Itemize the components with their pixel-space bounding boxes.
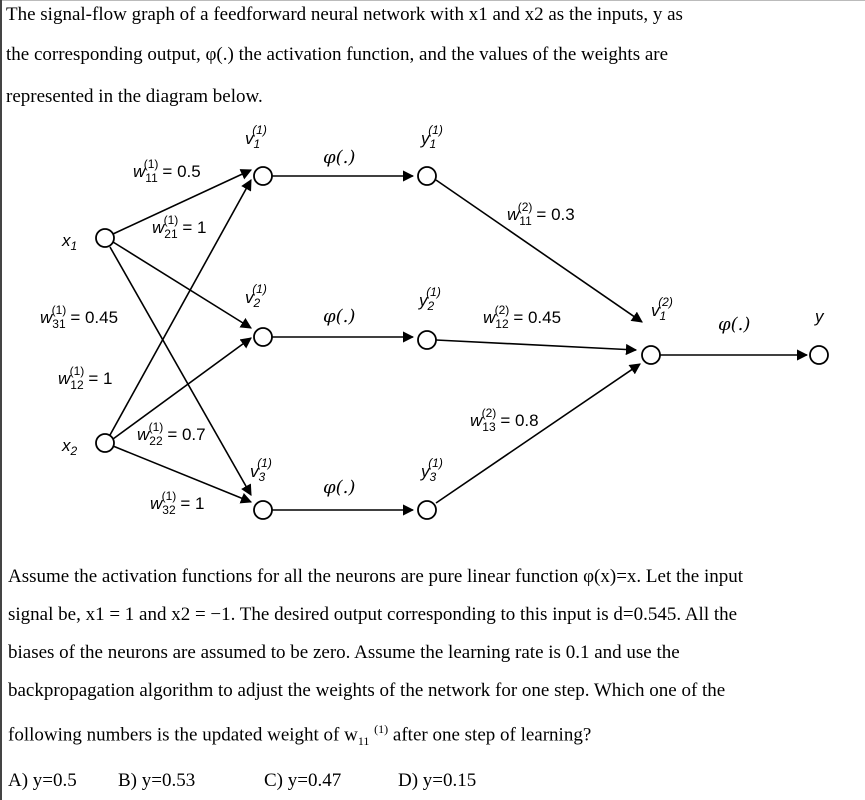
weight-w11-1: $w_{11}(1) = 0.5$ [133,157,201,185]
node-v2 [254,328,272,346]
label-x1: $x_1$ [62,231,78,253]
label-output-y: y [815,307,824,326]
label-out-v: $v_1(2)$ [651,295,673,323]
edge-y2-out [436,340,636,350]
node-y [810,346,828,364]
edge-x2-v1 [110,180,251,435]
activation-1: φ(.) [323,147,356,168]
weight-w31-1: $w_{31}(1) = 0.45$ [40,303,119,331]
intro-line-3: represented in the diagram below. [6,86,263,107]
intro-line-2: the corresponding output, φ(.) the activation function, and the values of the weights are [6,44,669,65]
weight-w21-1: $w_{21}(1) = 1$ [152,213,207,241]
answer-a[interactable]: A) y=0.5 [8,770,77,791]
body-line-4: backpropagation algorithm to adjust the weights of the network for one step. Which one of the [8,680,726,701]
node-out [642,346,660,364]
body-line-5-before: following numbers is the updated weight of w [8,724,358,746]
node-v3 [254,501,272,519]
body-line-5-sup: (1) [374,722,389,736]
body-line-1: Assume the activation functions for all the neurons are pure linear function φ(x)=x. Let the input [8,566,744,587]
label-y1: $y_1(1)$ [421,123,443,151]
top-border [0,0,865,1]
activation-out: φ(.) [718,314,751,335]
label-v1: $v_1(1)$ [245,123,267,151]
weight-w11-2: $w_{11}(2) = 0.3$ [507,200,575,228]
weight-w22-1: $w_{22}(1) = 0.7$ [137,420,206,448]
weight-w12-2: $w_{12}(2) = 0.45$ [483,303,562,331]
edge-x2-v2 [113,338,251,439]
node-y1 [418,167,436,185]
activation-3: φ(.) [323,477,356,498]
edge-y1-out [436,180,642,322]
edge-x1-v2 [113,242,251,328]
weight-w13-2: $w_{13}(2) = 0.8$ [470,406,539,434]
answer-c[interactable]: C) y=0.47 [264,770,342,791]
node-y3 [418,501,436,519]
label-v3: $v_3(1)$ [250,456,272,484]
body-line-5-after: after one step of learning? [392,724,592,746]
label-y2: $y_2(1)$ [419,285,441,313]
label-x2: $x_2$ [62,436,78,458]
body-line-2: signal be, x1 = 1 and x2 = −1. The desired output corresponding to this input is d=0.545. All the [8,604,738,625]
signal-flow-graph [0,110,865,540]
label-v2: $v_2(1)$ [245,282,267,310]
body-line-5-sub: 11 [357,734,370,749]
body-line-3: biases of the neurons are assumed to be zero. Assume the learning rate is 0.1 and use the [8,642,680,663]
label-y3: $y_3(1)$ [421,456,443,484]
activation-2: φ(.) [323,306,356,327]
answer-b[interactable]: B) y=0.53 [118,770,196,791]
weight-w12-1: $w_{12}(1) = 1$ [58,364,113,392]
node-x2 [96,434,114,452]
body-line-5 [8,718,591,752]
answer-d[interactable]: D) y=0.15 [398,770,477,791]
node-y2 [418,331,436,349]
weight-w32-1: $w_{32}(1) = 1$ [150,489,205,517]
node-v1 [254,167,272,185]
node-x1 [96,229,114,247]
intro-line-1: The signal-flow graph of a feedforward neural network with x1 and x2 as the inputs, y as [6,4,683,25]
edge-y3-out [436,364,640,503]
